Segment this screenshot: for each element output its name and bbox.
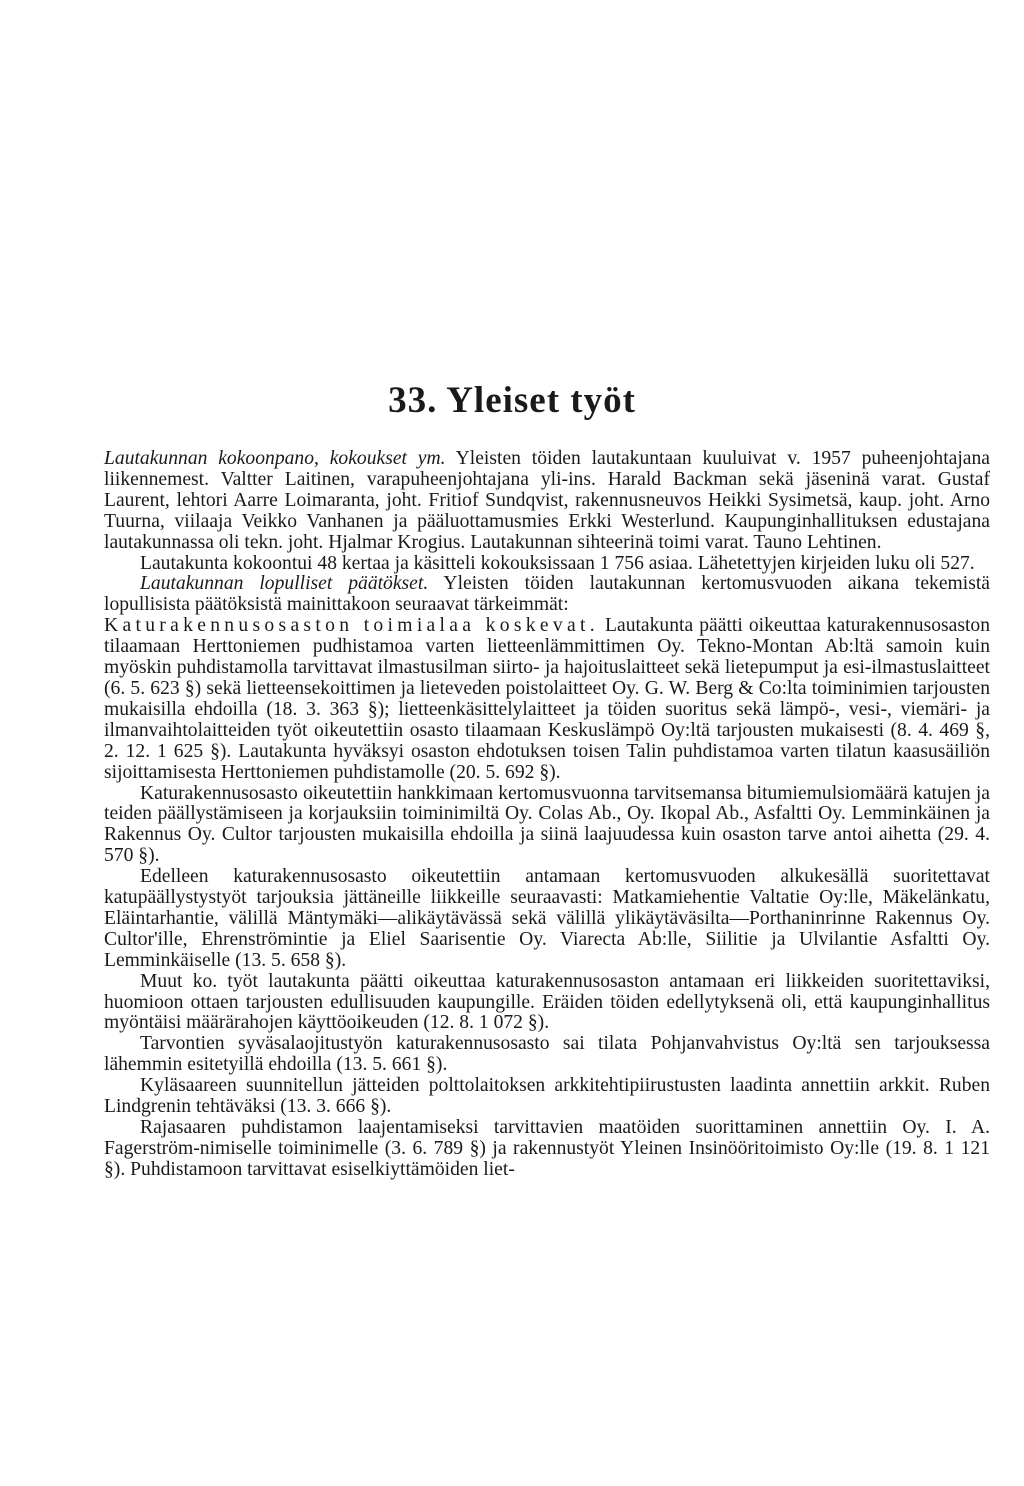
- paragraph-text: Muut ko. työt lautakunta päätti oikeuttaa katurakennusosaston antamaan eri liikkeiden suoritettaviksi, huomioon ottaen tarjousten edullisuuden kaupungille. Eräiden töiden edellytyksenä oli, että kaupunginhallitus myöntäisi määrärahojen käyttöoikeuden (12. 8. 1 072 §).: [104, 970, 990, 1034]
- paragraph-text: Yleisten töiden lautakuntaan kuuluivat v. 1957 puheenjohtajana liikennemest. Valtter Laitinen, varapuheenjohtajana yli-ins. Harald Backman sekä jäseninä varat. Gustaf Laurent, lehtori Aarre Loimaranta, joht. Fritiof Sundqvist, rakennusneuvos Heikki Sysimetsä, kaup. joht. Arno Tuurna, viilaaja Veikko Vanhanen ja pääluottamusmies Erkki Westerlund. Kaupunginhallituksen edustajana lautakunnassa oli tekn. joht. Hjalmar Krogius. Lautakunnan sihteerinä toimi varat. Tauno Lehtinen.: [104, 448, 990, 553]
- paragraph-spaced-heading: Katurakennusosaston toimialaa koskevat.: [104, 615, 599, 637]
- body-text: [104, 449, 990, 1181]
- paragraph-text: Lautakunta kokoontui 48 kertaa ja käsitteli kokouksissaan 1 756 asiaa. Lähetettyjen kirjeiden luku oli 527.: [140, 552, 975, 574]
- paragraph-paving: [104, 867, 990, 972]
- paragraph-lead: Lautakunnan kokoonpano, kokoukset ym.: [104, 448, 446, 469]
- paragraph-drainage: [104, 1034, 990, 1076]
- paragraph-incinerator: [104, 1076, 990, 1118]
- paragraph-text: Kyläsaareen suunnitellun jätteiden polttolaitoksen arkkitehtipiirustusten laadinta annettiin arkkit. Ruben Lindgrenin tehtäväksi (13. 3. 666 §).: [104, 1075, 990, 1118]
- page-title: 33. Yleiset työt: [388, 380, 636, 421]
- paragraph-treatment-plant: [104, 1118, 990, 1181]
- paragraph-text: Katurakennusosasto oikeutettiin hankkimaan kertomusvuonna tarvitsemansa bitumiemulsiomäärä katujen ja teiden päällystämiseen ja korjauksiin toiminimiltä Oy. Colas Ab., Oy. Ikopal Ab., Asfaltti Oy. Lemminkäinen ja Rakennus Oy. Cultor tarjousten mukaisilla ehdoilla ja siinä laajuudessa kuin osaston tarve antoi aihetta (29. 4. 570 §).: [104, 782, 990, 867]
- paragraph-other-works: [104, 972, 990, 1035]
- paragraph-text: Tarvontien syväsalaojitustyön katurakennusosasto sai tilata Pohjanvahvistus Oy:ltä sen tarjouksessa lähemmin esitetyillä ehdoilla (13. 5. 661 §).: [104, 1033, 990, 1076]
- paragraph-text: Edelleen katurakennusosasto oikeutettiin antamaan kertomusvuoden alkukesällä suoritettavat katupäällystystyöt tarjouksia jättäneille liikkeille seuraavasti: Matkamiehentie Valtatie Oy:lle, Mäkelänkatu, Eläintarhantie, välillä Mäntymäki—alikäytävässä sekä välillä ylikäytäväsilta—Porthaninrinne Rakennus Oy. Cultor'ille, Ehrenströmintie ja Eliel Saarisentie Oy. Viarecta Ab:lle, Siilitie ja Ulvilantie Asfaltti Oy. Lemminkäiselle (13. 5. 658 §).: [104, 866, 990, 971]
- paragraph-street-department: [104, 616, 990, 783]
- paragraph-lead: Lautakunnan lopulliset päätökset.: [140, 573, 429, 595]
- paragraph-text: Yleisten töiden lautakunnan kertomusvuoden aikana tekemistä lopullisista päätöksistä mainittakoon seuraavat tärkeimmät:: [104, 573, 990, 616]
- paragraph-bitumen: [104, 784, 990, 868]
- paragraph-decisions-intro: [104, 574, 990, 616]
- paragraph-text: Rajasaaren puhdistamon laajentamiseksi tarvittavien maatöiden suorittaminen annettiin Oy. I. A. Fagerström-nimiselle toiminimelle (3. 6. 789 §) ja rakennustyöt Yleinen Insinööritoimisto Oy:lle (19. 8. 1 121 §). Puhdistamoon tarvittavat esiselkiyttämöiden liet-: [104, 1117, 990, 1180]
- paragraph-text: Lautakunta päätti oikeuttaa katurakennusosaston tilaamaan Herttoniemen pudhistamoa varten lietteenlämmittimen Oy. Tekno-Montan Ab:ltä samoin kuin myöskin puhdistamolla tarvittavat ilmastusilman siirto- ja hajoituslaitteet sekä lietepumput ja esi-ilmastuslaitteet (6. 5. 623 §) sekä lietteensekoittimen ja lieteveden poistolaitteet Oy. G. W. Berg & Co:lta toiminimien tarjousten mukaisilla ehdoilla (18. 3. 363 §); lietteenkäsittelylaitteet ja töiden suoritus sekä lämpö-, vesi-, viemäri- ja ilmanvaihtolaitteiden työt oikeutettiin osasto tilaamaan Keskuslämpö Oy:ltä tarjousten mukaisesti (8. 4. 469 §, 2. 12. 1 625 §). Lautakunta hyväksyi osaston ehdotuksen toisen Talin puhdistamoa varten tilatun kaasusäiliön sijoittamisesta Herttoniemen puhdistamolle (20. 5. 692 §).: [104, 615, 991, 783]
- paragraph-composition: [104, 449, 990, 554]
- paragraph-meetings: [104, 554, 990, 575]
